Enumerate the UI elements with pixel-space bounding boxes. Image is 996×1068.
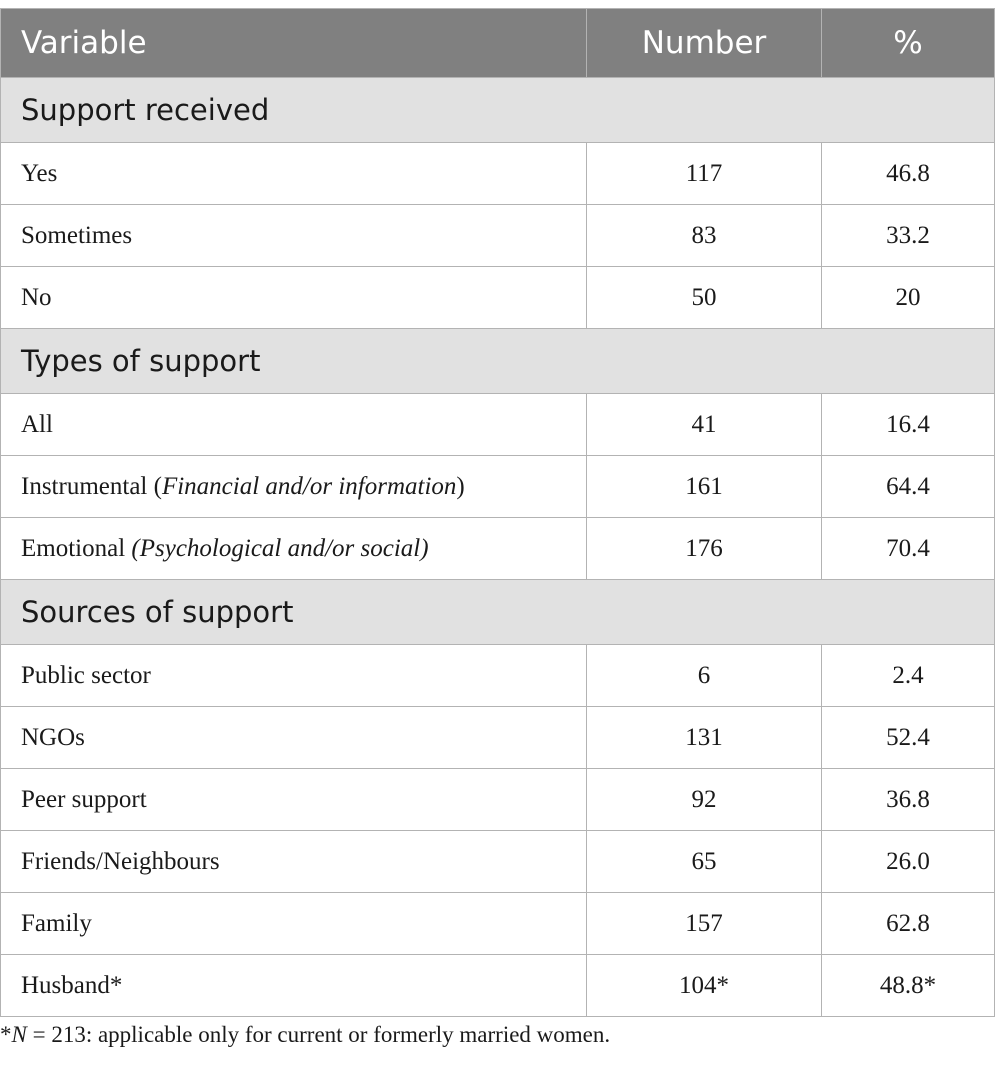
- row-label: Peer support: [1, 769, 587, 831]
- table-row: [1, 707, 995, 769]
- section-title: Types of support: [1, 329, 995, 394]
- header-variable: Variable: [1, 9, 587, 78]
- row-label: [1, 518, 587, 580]
- row-percent: 62.8: [822, 893, 995, 955]
- row-label-after: ): [456, 472, 465, 500]
- footnote-star: *: [0, 1022, 12, 1047]
- row-percent: 36.8: [822, 769, 995, 831]
- row-percent: 48.8*: [822, 955, 995, 1017]
- row-label: Yes: [1, 143, 587, 205]
- row-number: 176: [587, 518, 822, 580]
- row-number: 65: [587, 831, 822, 893]
- table-footnote: [0, 1022, 610, 1048]
- row-label: Public sector: [1, 645, 587, 707]
- support-table-container: [0, 8, 994, 1017]
- header-number: Number: [587, 9, 822, 78]
- table-row: [1, 518, 995, 580]
- row-percent: 33.2: [822, 205, 995, 267]
- section-sources-of-support: [1, 580, 995, 645]
- header-percent: %: [822, 9, 995, 78]
- row-percent: 20: [822, 267, 995, 329]
- row-percent: 26.0: [822, 831, 995, 893]
- row-label-italic: (Psychological and/or social): [131, 534, 429, 562]
- row-percent: 52.4: [822, 707, 995, 769]
- table-row: [1, 893, 995, 955]
- row-number: 157: [587, 893, 822, 955]
- row-label: [1, 456, 587, 518]
- table-row: [1, 456, 995, 518]
- footnote-text: = 213: applicable only for current or formerly married women.: [26, 1022, 611, 1047]
- footnote-n-symbol: N: [11, 1022, 27, 1047]
- row-label-italic: Financial and/or information: [161, 472, 457, 500]
- row-number: 131: [587, 707, 822, 769]
- row-number: 41: [587, 394, 822, 456]
- section-support-received: [1, 78, 995, 143]
- support-table: [0, 8, 995, 1017]
- row-label: Sometimes: [1, 205, 587, 267]
- row-label: All: [1, 394, 587, 456]
- row-label: NGOs: [1, 707, 587, 769]
- section-title: Sources of support: [1, 580, 995, 645]
- row-label: No: [1, 267, 587, 329]
- row-label: Friends/Neighbours: [1, 831, 587, 893]
- row-number: 83: [587, 205, 822, 267]
- table-row: [1, 769, 995, 831]
- row-label: Husband*: [1, 955, 587, 1017]
- row-percent: 64.4: [822, 456, 995, 518]
- table-row: [1, 143, 995, 205]
- row-label-text: Emotional: [21, 534, 132, 562]
- row-number: 117: [587, 143, 822, 205]
- section-types-of-support: [1, 329, 995, 394]
- table-row: [1, 831, 995, 893]
- row-percent: 70.4: [822, 518, 995, 580]
- row-percent: 16.4: [822, 394, 995, 456]
- row-number: 104*: [587, 955, 822, 1017]
- row-number: 92: [587, 769, 822, 831]
- row-label-text: Instrumental (: [21, 472, 162, 500]
- table-row: [1, 645, 995, 707]
- row-number: 6: [587, 645, 822, 707]
- row-number: 161: [587, 456, 822, 518]
- row-percent: 46.8: [822, 143, 995, 205]
- section-title: Support received: [1, 78, 995, 143]
- table-row: [1, 955, 995, 1017]
- table-row: [1, 267, 995, 329]
- table-header-row: [1, 9, 995, 78]
- row-number: 50: [587, 267, 822, 329]
- row-label: Family: [1, 893, 587, 955]
- row-percent: 2.4: [822, 645, 995, 707]
- table-row: [1, 394, 995, 456]
- table-row: [1, 205, 995, 267]
